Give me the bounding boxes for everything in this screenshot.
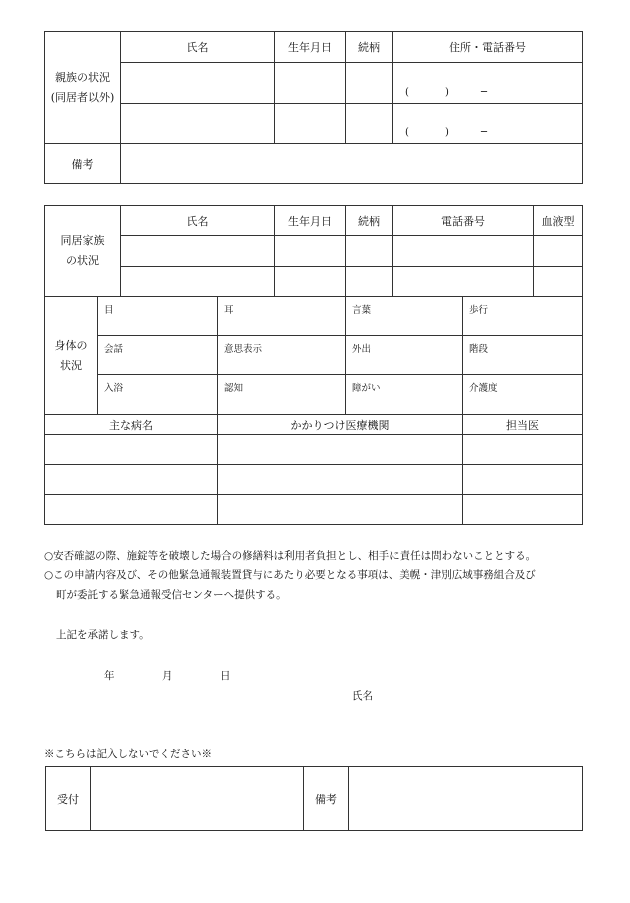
medical-header-clinic: かかりつけ医療機関 xyxy=(218,415,463,435)
relatives-header-name: 氏名 xyxy=(121,32,275,63)
relative1-birth-cell[interactable] xyxy=(275,63,346,104)
signature-label: 氏名 xyxy=(352,690,373,702)
body-item-ears[interactable]: 耳 xyxy=(218,297,346,336)
member1-blood-cell[interactable] xyxy=(534,236,583,267)
note-line-3: 町が委託する緊急通報受信センターへ提供する。 xyxy=(56,589,287,601)
medical3-disease-cell[interactable] xyxy=(45,495,218,525)
body-item-bathing[interactable]: 入浴 xyxy=(98,375,218,415)
body-item-care-level[interactable]: 介護度 xyxy=(463,375,583,415)
relatives-remarks-cell[interactable] xyxy=(121,144,583,184)
medical2-clinic-cell[interactable] xyxy=(218,465,463,495)
household-header-birth: 生年月日 xyxy=(275,206,346,236)
medical3-doctor-cell[interactable] xyxy=(463,495,583,525)
member1-phone-cell[interactable] xyxy=(393,236,534,267)
date-year-label: 年 xyxy=(104,670,115,682)
medical1-clinic-cell[interactable] xyxy=(218,435,463,465)
office-remarks-cell xyxy=(349,767,583,831)
medical3-clinic-cell[interactable] xyxy=(218,495,463,525)
relatives-header-relation: 続柄 xyxy=(346,32,393,63)
body-item-eyes[interactable]: 目 xyxy=(98,297,218,336)
body-item-cognition[interactable]: 認知 xyxy=(218,375,346,415)
body-item-going-out[interactable]: 外出 xyxy=(346,336,463,375)
phone-open-paren: ( xyxy=(405,87,409,98)
medical2-disease-cell[interactable] xyxy=(45,465,218,495)
office-remarks-label: 備考 xyxy=(304,767,349,831)
body-item-walking[interactable]: 歩行 xyxy=(463,297,583,336)
household-label-line1: 同居家族 xyxy=(60,234,105,247)
household-label-line2: の状況 xyxy=(66,254,99,267)
member2-blood-cell[interactable] xyxy=(534,267,583,297)
phone-dash: ─ xyxy=(481,87,488,98)
office-use-table xyxy=(45,766,583,831)
phone-dash: ─ xyxy=(481,127,488,138)
household-header-relation: 続柄 xyxy=(346,206,393,236)
medical2-doctor-cell[interactable] xyxy=(463,465,583,495)
medical1-doctor-cell[interactable] xyxy=(463,435,583,465)
member2-phone-cell[interactable] xyxy=(393,267,534,297)
phone-open-paren: ( xyxy=(405,127,409,138)
relative2-relation-cell[interactable] xyxy=(346,104,393,144)
date-month-label: 月 xyxy=(162,670,173,682)
member2-birth-cell[interactable] xyxy=(275,267,346,297)
relative1-address-cell[interactable] xyxy=(393,63,583,104)
member1-name-cell[interactable] xyxy=(121,236,275,267)
date-day-label: 日 xyxy=(220,670,231,682)
note-line-2: ○この申請内容及び、その他緊急通報装置貸与にあたり必要となる事項は、美幌・津別広域事務組合及び xyxy=(44,569,536,581)
member2-name-cell[interactable] xyxy=(121,267,275,297)
relatives-label xyxy=(45,32,121,144)
medical1-disease-cell[interactable] xyxy=(45,435,218,465)
member1-birth-cell[interactable] xyxy=(275,236,346,267)
relatives-label-line2: (同居者以外) xyxy=(50,90,115,104)
body-item-expression[interactable]: 意思表示 xyxy=(218,336,346,375)
office-received-cell xyxy=(91,767,304,831)
relatives-table xyxy=(44,31,583,184)
relative2-birth-cell[interactable] xyxy=(275,104,346,144)
body-item-speech[interactable]: 言葉 xyxy=(346,297,463,336)
household-header-name: 氏名 xyxy=(121,206,275,236)
body-item-conversation[interactable]: 会話 xyxy=(98,336,218,375)
household-label xyxy=(45,206,121,297)
note-line-1: ○安否確認の際、施錠等を破壊した場合の修繕料は利用者負担とし、相手に責任は問わないこととする。 xyxy=(44,550,537,562)
phone-close-paren: ) xyxy=(445,127,449,138)
phone-close-paren: ) xyxy=(445,87,449,98)
member1-relation-cell[interactable] xyxy=(346,236,393,267)
relative1-relation-cell[interactable] xyxy=(346,63,393,104)
body-condition-label-line1: 身体の xyxy=(54,338,88,352)
body-item-disability[interactable]: 障がい xyxy=(346,375,463,415)
medical-header-disease: 主な病名 xyxy=(45,415,218,435)
body-item-stairs[interactable]: 階段 xyxy=(463,336,583,375)
relatives-remarks-label: 備考 xyxy=(45,144,121,184)
office-received-label: 受付 xyxy=(46,767,91,831)
medical-header-doctor: 担当医 xyxy=(463,415,583,435)
relatives-header-address-phone: 住所・電話番号 xyxy=(393,32,583,63)
relative2-address-cell[interactable] xyxy=(393,104,583,144)
office-use-caption: ※こちらは記入しないでください※ xyxy=(44,748,212,760)
household-table xyxy=(44,205,583,525)
relatives-header-birth: 生年月日 xyxy=(275,32,346,63)
relatives-label-line1: 親族の状況 xyxy=(55,70,110,84)
body-condition-label-line2: 状況 xyxy=(60,358,82,372)
consent-text: 上記を承諾します。 xyxy=(56,629,150,641)
household-header-phone: 電話番号 xyxy=(393,206,534,236)
member2-relation-cell[interactable] xyxy=(346,267,393,297)
relative2-name-cell[interactable] xyxy=(121,104,275,144)
relative1-name-cell[interactable] xyxy=(121,63,275,104)
household-header-blood: 血液型 xyxy=(534,206,583,236)
body-condition-label xyxy=(45,297,98,415)
